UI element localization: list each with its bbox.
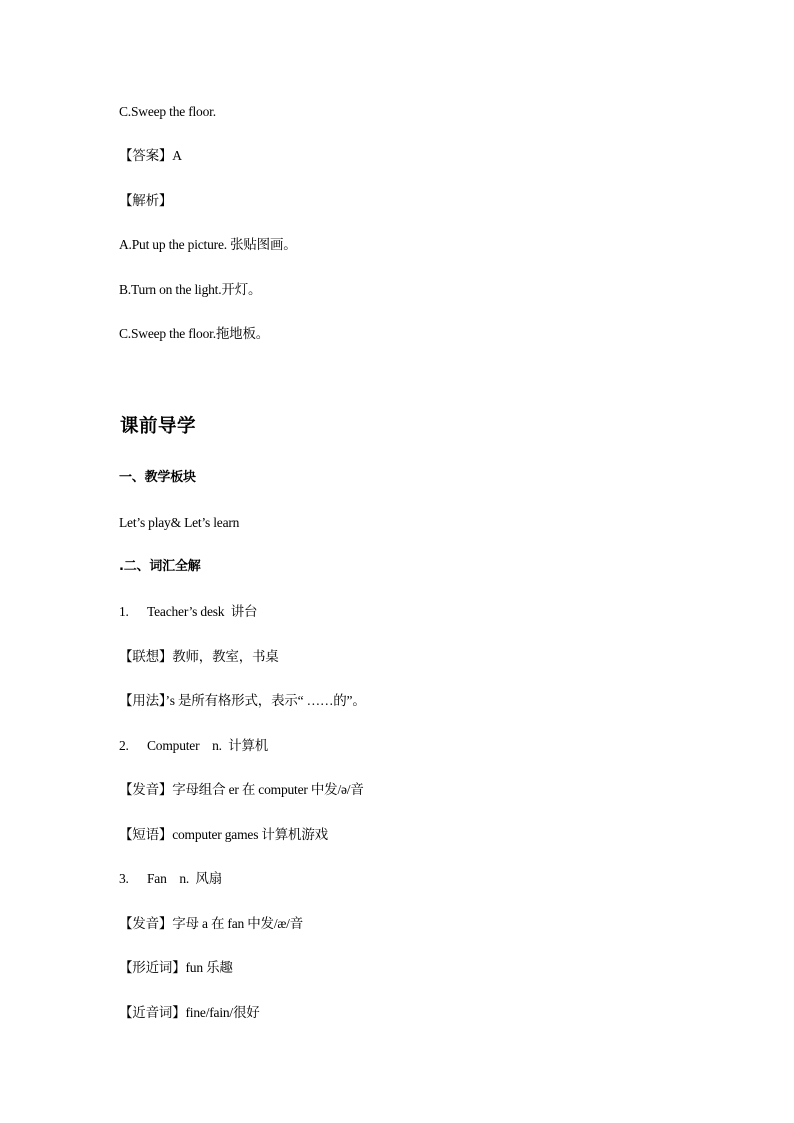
vocab-note: 【短语】computer games 计算机游戏	[119, 827, 328, 842]
vocab-note: 【形近词】fun 乐趣	[119, 960, 233, 975]
vocab-entry-1	[119, 604, 257, 620]
analysis-option-b: B.Turn on the light.开灯。	[119, 282, 262, 297]
analysis-label: 【解析】	[119, 193, 173, 208]
vocab-note: 【发音】字母 a 在 fan 中发/æ/音	[119, 916, 304, 931]
vocab-term: Teacher’s desk 讲台	[147, 604, 258, 619]
vocab-number: 3.	[119, 871, 129, 886]
vocab-note: 【联想】教师，教室，书桌	[119, 649, 279, 664]
part-two-title: .二、词汇全解	[119, 559, 201, 574]
vocab-entry-3	[119, 871, 222, 887]
part-one-title: 一、教学板块	[119, 470, 196, 485]
vocab-note: 【用法】’s 是所有格形式，表示“ ……的”。	[119, 693, 366, 708]
section-title: 课前导学	[120, 416, 197, 437]
vocab-note: 【近音词】fine/fain/很好	[119, 1005, 260, 1020]
analysis-option-a: A.Put up the picture. 张贴图画。	[119, 237, 297, 252]
vocab-number: 1.	[119, 604, 129, 619]
analysis-option-c: C.Sweep the floor.拖地板。	[119, 326, 270, 341]
vocab-number: 2.	[119, 738, 129, 753]
answer-line: 【答案】A	[119, 148, 182, 163]
vocab-term: Computer n. 计算机	[147, 738, 269, 753]
option-c-line: C.Sweep the floor.	[119, 104, 216, 119]
vocab-entry-2	[119, 738, 268, 754]
vocab-term: Fan n. 风扇	[147, 871, 223, 886]
lesson-name: Let’s play& Let’s learn	[119, 515, 240, 530]
vocab-note: 【发音】字母组合 er 在 computer 中发/ə/音	[119, 782, 364, 797]
